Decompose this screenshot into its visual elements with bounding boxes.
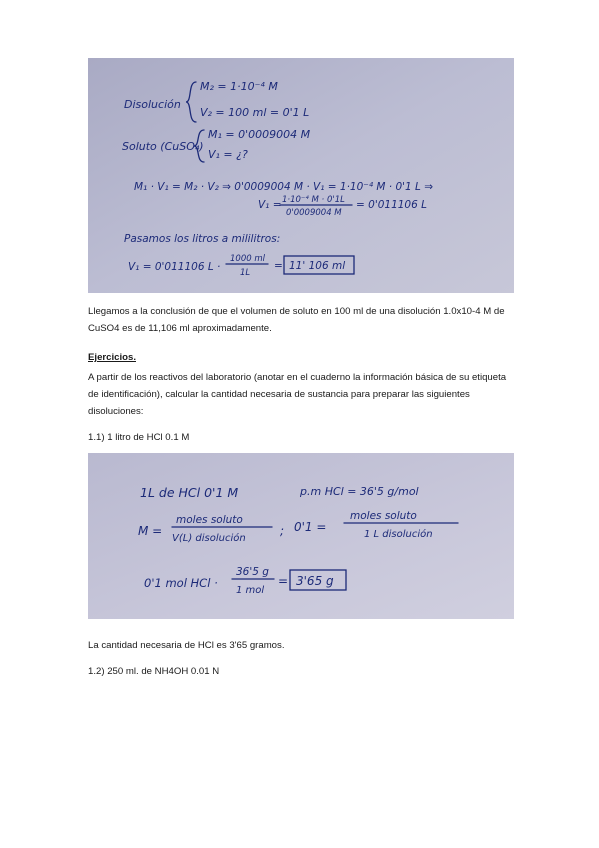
conversion-result: 11' 106 ml bbox=[289, 260, 346, 272]
photo-1-canvas bbox=[88, 58, 514, 293]
formula-line: M₁ · V₁ = M₂ · V₂ ⇒ 0'0009004 M · V₁ = 1·10⁻⁴ M · 0'1 L ⇒ bbox=[134, 181, 434, 193]
soluto-label: Soluto (CuSO₄) bbox=[122, 140, 204, 153]
molarity-denominator: V(L) disolución bbox=[172, 533, 246, 544]
exercise-1-2: 1.2) 250 ml. de NH4OH 0.01 N bbox=[88, 666, 220, 677]
v1-equation: V₁ = ¿? bbox=[208, 148, 248, 161]
ejercicios-heading: Ejercicios. bbox=[88, 352, 136, 363]
pasamos-text: Pasamos los litros a mililitros: bbox=[124, 233, 281, 245]
line1-right: p.m HCl = 36'5 g/mol bbox=[300, 485, 419, 498]
v2-equation: V₂ = 100 ml = 0'1 L bbox=[200, 106, 310, 119]
calc-equals: = bbox=[278, 574, 289, 588]
molarity-numerator: moles soluto bbox=[176, 514, 243, 526]
v1-label: V₁ = bbox=[258, 199, 282, 211]
conversion-left: V₁ = 0'011106 L · bbox=[128, 261, 221, 273]
value-numerator: moles soluto bbox=[350, 510, 417, 522]
handwritten-photo-2 bbox=[88, 453, 514, 619]
molarity-label: M = bbox=[138, 524, 163, 538]
calc-denominator: 1 mol bbox=[236, 585, 265, 596]
value-denominator: 1 L disolución bbox=[364, 529, 433, 540]
calc-result: 3'65 g bbox=[296, 574, 334, 588]
conclusion-paragraph: Llegamos a la conclusión de que el volumen de soluto en 100 ml de una disolución 1.0x10-4 M de CuSO4 es de 11,106 ml aproximadamente. bbox=[88, 306, 505, 334]
calc-left: 0'1 mol HCl · bbox=[144, 576, 218, 590]
separator: ; bbox=[280, 524, 285, 538]
disolucion-label: Disolución bbox=[124, 98, 181, 111]
paper-background bbox=[88, 58, 514, 293]
fraction-result: = 0'011106 L bbox=[356, 199, 427, 211]
m2-equation: M₂ = 1·10⁻⁴ M bbox=[200, 80, 278, 93]
hcl-result-paragraph: La cantidad necesaria de HCl es 3'65 gramos. bbox=[88, 640, 285, 651]
conversion-numerator: 1000 ml bbox=[230, 254, 265, 264]
handwritten-photo-1 bbox=[88, 58, 514, 293]
conversion-denominator: 1L bbox=[240, 268, 251, 278]
fraction-numerator: 1·10⁻⁴ M · 0'1L bbox=[282, 195, 345, 205]
m1-equation: M₁ = 0'0009004 M bbox=[208, 128, 311, 141]
exercise-1-1: 1.1) 1 litro de HCl 0.1 M bbox=[88, 432, 190, 443]
equals-sign: = bbox=[274, 260, 283, 272]
fraction-denominator: 0'0009004 M bbox=[286, 208, 342, 218]
calc-numerator: 36'5 g bbox=[236, 566, 269, 578]
photo-2-canvas bbox=[88, 453, 514, 619]
line1-left: 1L de HCl 0'1 M bbox=[140, 485, 239, 500]
instructions-paragraph: A partir de los reactivos del laboratorio (anotar en el cuaderno la información básica de su etiqueta de identificación), calcular la cantidad necesaria de sustancia para preparar las siguientes disoluciones: bbox=[88, 372, 507, 417]
value-label: 0'1 = bbox=[294, 520, 327, 534]
